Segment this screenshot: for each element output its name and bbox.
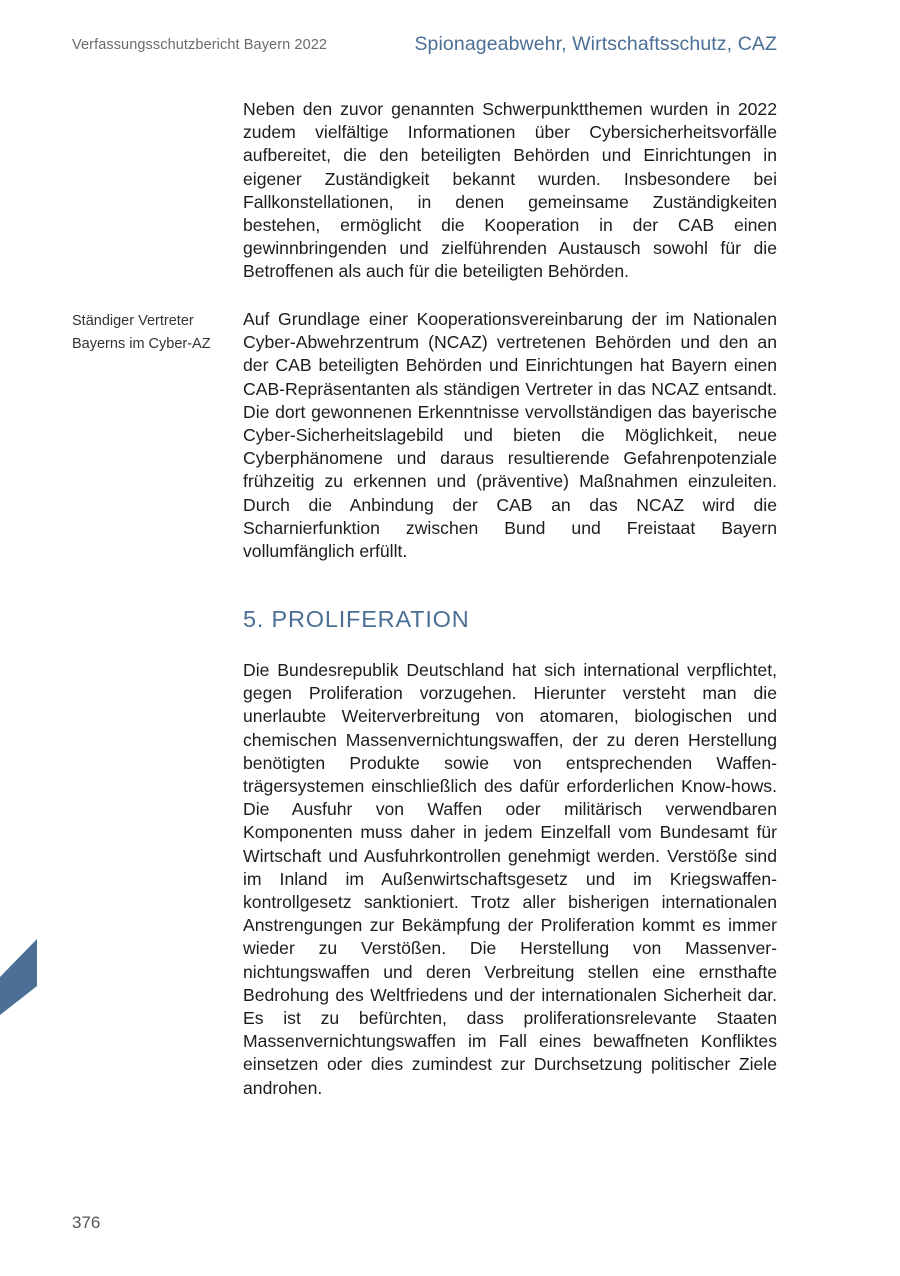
- paragraph-ncaz-representative: [243, 308, 777, 563]
- chapter-tab-marker: [0, 939, 37, 1015]
- paragraph-text: Die Bundesrepublik Deutschland hat sich international verpflichtet, gegen Proliferation vorzugehen. Hierunter versteht man die unerlaubte Weiterverbreitung von atomaren, biologischen und chemischen Massenvernichtungswaffen, der zu deren Herstellung benötigten Produkte sowie von entsprechenden Waffenträgersystemen einschließlich des dafür erforderlichen Know-hows. Die Ausfuhr von Waffen oder militärisch verwendbaren Komponenten muss daher in jedem Einzelfall vom Bundesamt für Wirtschaft und Ausfuhrkontrollen genehmigt werden. Verstöße sind im Inland im Außenwirtschaftsgesetz und im Kriegswaffenkontrollgesetz sanktioniert. Trotz aller bisherigen internationalen Anstrengungen zur Bekämpfung der Proliferation kommt es immer wieder zu Verstößen. Die Herstellung von Massenvernichtungswaffen und deren Verbreitung stellen eine ernsthafte Bedrohung des Weltfriedens und der internationalen Sicherheit dar. Es ist zu befürchten, dass proliferationsrelevante Staaten Massenvernichtungswaffen im Fall eines bewaffneten Konfliktes einsetzen oder dies zumindest zur Durchsetzung politischer Ziele androhen.: [243, 660, 777, 1098]
- section-heading: 5. PROLIFERATION: [243, 606, 470, 632]
- running-header-chapter-title: Spionageabwehr, Wirtschaftsschutz, CAZ: [414, 33, 777, 55]
- paragraph-text: Auf Grundlage einer Kooperationsvereinbarung der im Nationalen Cyber-Abwehrzentrum (NCAZ) vertretenen Behörden und den an der CAB beteiligten Behörden und Einrichtungen hat Bayern einen CAB-Repräsentanten als ständigen Vertreter in das NCAZ entsandt. Die dort gewonnenen Erkenntnisse vervollständigen das bayerische Cyber-Sicherheitslagebild und bieten die Möglichkeit, neue Cyberphänomene und daraus resultierende Gefahrenpotenziale frühzeitig zu erkennen und (präventive) Maßnahmen einzuleiten. Durch die Anbindung der CAB an das NCAZ wird die Scharnierfunktion zwischen Bund und Freistaat Bayern vollumfänglich erfüllt.: [243, 309, 777, 562]
- paragraph-text: Neben den zuvor genannten Schwerpunktthemen wurden in 2022 zudem vielfältige Informationen über Cybersicherheitsvorfälle aufbereitet, die den beteiligten Behörden und Einrichtungen in eigener Zuständigkeit bekannt wurden. Insbesondere bei Fallkonstellationen, in denen gemeinsame Zuständigkeiten bestehen, ermöglicht die Kooperation in der CAB einen gewinnbringenden und zielführenden Austausch sowohl für die Betroffenen als auch für die beteiligten Behörden.: [243, 99, 777, 282]
- paragraph-cyber-incidents: [243, 98, 777, 284]
- margin-note: Ständiger Vertreter Bayerns im Cyber-AZ: [72, 313, 211, 352]
- page-number: 376: [72, 1213, 101, 1232]
- paragraph-proliferation: [243, 659, 777, 1100]
- running-header-report-title: Verfassungsschutzbericht Bayern 2022: [72, 37, 328, 53]
